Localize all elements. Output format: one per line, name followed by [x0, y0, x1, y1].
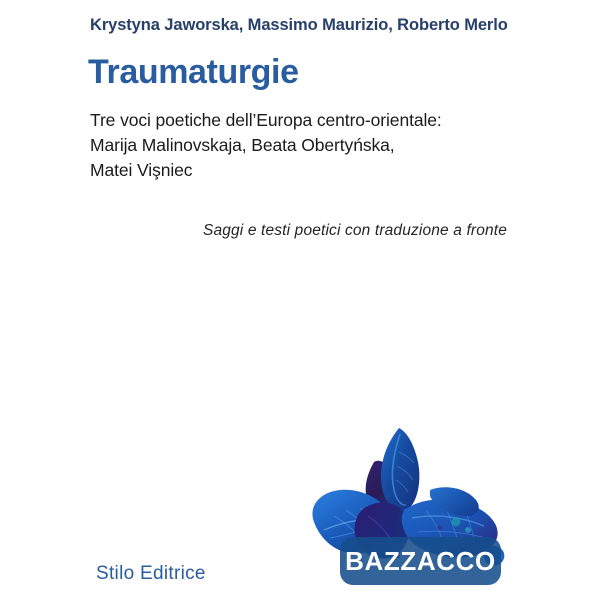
subtitle-line-1: Tre voci poetiche dell’Europa centro-orientale:	[90, 110, 442, 130]
book-subtitle	[90, 108, 520, 183]
publisher-imprint-logo	[300, 418, 515, 593]
imprint-banner-label: BAZZACCO	[345, 546, 496, 576]
subtitle-line-2: Marija Malinovskaja, Beata Obertyńska,	[90, 135, 395, 155]
book-title: Traumaturgie	[88, 53, 299, 91]
subtitle-line-3: Matei Vişniec	[90, 160, 193, 180]
authors-line: Krystyna Jaworska, Massimo Maurizio, Roberto Merlo	[90, 16, 508, 34]
book-tagline: Saggi e testi poetici con traduzione a fronte	[202, 222, 507, 239]
publisher-name: Stilo Editrice	[96, 563, 206, 584]
imprint-banner	[340, 537, 501, 585]
